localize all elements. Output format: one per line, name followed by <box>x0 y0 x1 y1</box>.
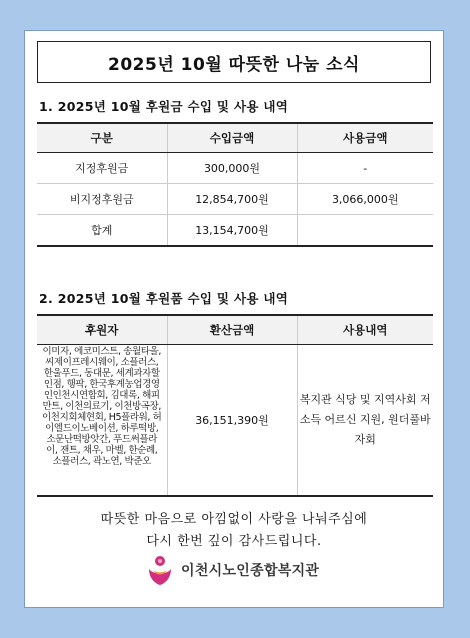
table-cell: 비지정후원금 <box>37 184 167 215</box>
column-header: 사용금액 <box>297 123 433 153</box>
table-header-row <box>37 123 433 153</box>
usage-cell <box>297 345 433 497</box>
table-row <box>37 153 433 184</box>
table-cell: 300,000원 <box>167 153 297 184</box>
column-header: 수입금액 <box>167 123 297 153</box>
table-cell <box>297 215 433 247</box>
table-cell: 13,154,700원 <box>167 215 297 247</box>
logo-icon <box>145 553 175 587</box>
table-row <box>37 184 433 215</box>
logo-text: 이천시노인종합복지관 <box>181 563 320 579</box>
donor-list-cell <box>37 345 167 497</box>
page-title: 2025년 10월 따뜻한 나눔 소식 <box>37 41 431 83</box>
thanks-message <box>25 509 443 553</box>
table-cell: - <box>297 153 433 184</box>
table-row <box>37 215 433 247</box>
table-row <box>37 345 433 497</box>
welfare-center-logo <box>145 553 319 587</box>
notice-card <box>24 30 444 608</box>
column-header: 구분 <box>37 123 167 153</box>
donation-table <box>37 122 433 247</box>
table-header-row <box>37 315 433 345</box>
section1-heading: 1. 2025년 10월 후원금 수입 및 사용 내역 <box>39 99 289 114</box>
table-cell: 12,854,700원 <box>167 184 297 215</box>
goods-table <box>37 314 433 497</box>
column-header: 후원자 <box>37 315 167 345</box>
section2-heading: 2. 2025년 10월 후원품 수입 및 사용 내역 <box>39 291 289 306</box>
table-cell: 3,066,000원 <box>297 184 433 215</box>
column-header: 환산금액 <box>167 315 297 345</box>
table-cell: 합계 <box>37 215 167 247</box>
thanks-line-2: 다시 한번 깊이 감사드립니다. <box>146 534 322 549</box>
column-header: 사용내역 <box>297 315 433 345</box>
usage-text: 복지관 식당 및 지역사회 저소득 어르신 지원, 원더풀바자회 <box>299 393 431 446</box>
table-cell: 지정후원금 <box>37 153 167 184</box>
donor-list: 이미자, 에코미스트, 송월타올, 씨제이프레시웨이, 소플러스, 한울푸드, 동대문, 세계과자할인점, 행팍, 한국후계농업경영인인천시연합회, 김대록, 해피만트, 이천의료기, 이천방곡장, 이천지회체현회, H5플라워, 허이엘드이노베이션, 하루떡방, 소문난떡방앗간, 푸드써플라이, 잰트, 채우, 마벨, 한순례, 소플러스, 곽노연, 박준오 <box>42 346 162 467</box>
thanks-line-1: 따뜻한 마음으로 아낌없이 사랑을 나눠주심에 <box>100 512 368 527</box>
converted-amount: 36,151,390원 <box>167 345 297 497</box>
